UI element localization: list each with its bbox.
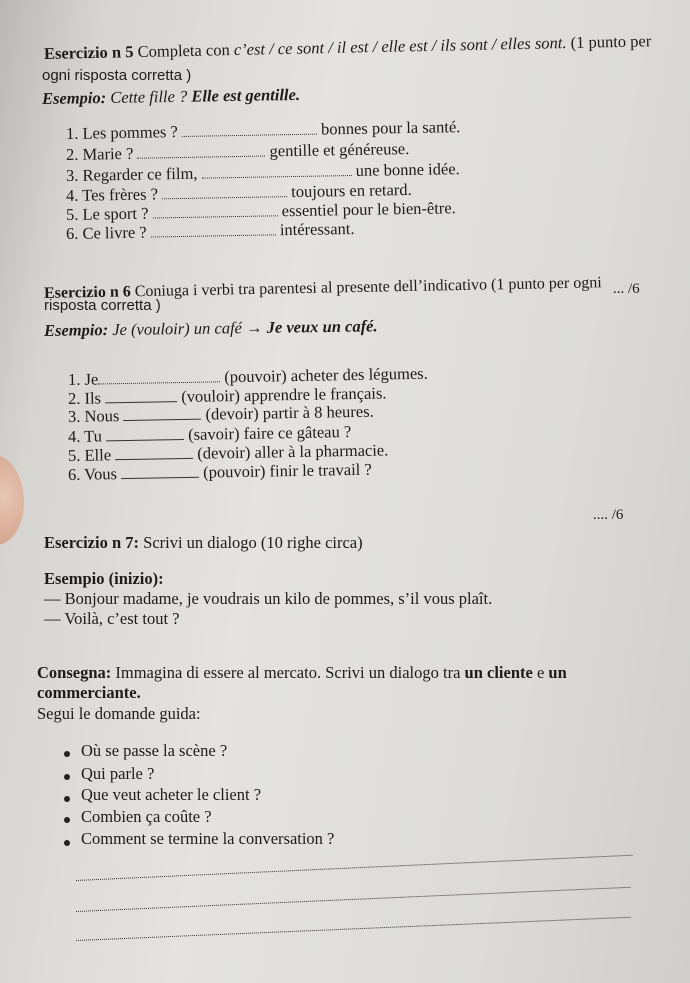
ex5-score: ... /6 [613, 281, 640, 297]
ex7-title: Esercizio n 7: Scrivi un dialogo (10 righe circa) [44, 533, 363, 552]
answer-blank[interactable] [123, 407, 201, 421]
bullet-icon [64, 840, 70, 846]
ex5-item: 6. Ce livre ? intéressant. [65, 218, 355, 243]
writing-line[interactable] [76, 917, 631, 941]
list-item: Que veut acheter le client ? [81, 785, 262, 804]
ex7-dialog-line: — Voilà, c’est tout ? [44, 609, 180, 628]
ex5-item: 3. Regarder ce film, une bonne idée. [65, 159, 460, 185]
answer-blank[interactable] [151, 222, 276, 237]
writing-line[interactable] [76, 855, 632, 881]
answer-blank[interactable] [162, 184, 287, 199]
ex6-item: 3. Nous (devoir) partir à 8 heures. [67, 401, 374, 426]
ex7-guide-heading: Segui le domande guida: [37, 704, 201, 723]
ex7-consegna-line2: commerciante. [37, 683, 141, 702]
answer-blank[interactable] [182, 122, 317, 137]
ex6-item: 2. Ils (vouloir) apprendre le français. [67, 383, 387, 408]
ex5-example: Esempio: Cette fille ? Elle est gentille. [41, 84, 301, 108]
finger-shadow [0, 455, 24, 545]
ex7-dialog-line: — Bonjour madame, je voudrais un kilo de pommes, s’il vous plaît. [44, 589, 493, 608]
ex5-item: 2. Marie ? gentille et généreuse. [65, 139, 410, 164]
answer-blank[interactable] [115, 446, 193, 460]
bullet-icon [64, 796, 70, 802]
ex6-score: .... /6 [593, 507, 624, 523]
ex6-title: Esercizio n 6 Coniuga i verbi tra parentesi al presente dell’indicativo (1 punto per ogni [43, 274, 602, 302]
ex6-item: 4. Tu (savoir) faire ce gâteau ? [67, 422, 352, 446]
ex5-item: 5. Le sport ? essentiel pour le bien-être. [65, 198, 456, 224]
ex7-consegna: Consegna: Immagina di essere al mercato. Scrivi un dialogo tra un cliente e un [37, 663, 567, 682]
answer-blank[interactable] [121, 465, 199, 479]
writing-line[interactable] [76, 887, 631, 912]
ex6-example: Esempio: Je (vouloir) un café → Je veux un café. [43, 316, 378, 340]
bullet-icon [64, 751, 70, 757]
list-item: Où se passe la scène ? [81, 741, 228, 760]
ex6-item: 5. Elle (devoir) aller à la pharmacie. [67, 440, 389, 465]
bullet-icon [64, 774, 70, 780]
ex5-title: Esercizio n 5 Completa con c’est / ce sont / il est / elle est / ils sont / elles sont. (1 punto per [43, 31, 652, 63]
ex5-title-line2: ogni risposta corretta ) [42, 67, 192, 84]
answer-blank[interactable] [201, 163, 351, 179]
answer-blank[interactable] [106, 427, 184, 441]
answer-blank[interactable] [137, 144, 265, 159]
list-item: Combien ça coûte ? [81, 807, 212, 826]
bullet-icon [64, 817, 70, 823]
answer-blank[interactable] [152, 203, 277, 218]
ex5-item: 1. Les pommes ? bonnes pour la santé. [65, 117, 461, 143]
ex6-item: 1. Je (pouvoir) acheter des légumes. [67, 363, 428, 389]
ex5-item: 4. Tes frères ? toujours en retard. [65, 179, 412, 205]
list-item: Comment se termine la conversation ? [81, 829, 335, 848]
answer-blank[interactable] [98, 369, 220, 384]
ex6-item: 6. Vous (pouvoir) finir le travail ? [67, 459, 372, 484]
ex6-title-line2: risposta corretta ) [44, 297, 161, 314]
answer-blank[interactable] [105, 389, 177, 403]
list-item: Qui parle ? [81, 764, 155, 783]
ex7-example-heading: Esempio (inizio): [44, 569, 164, 588]
